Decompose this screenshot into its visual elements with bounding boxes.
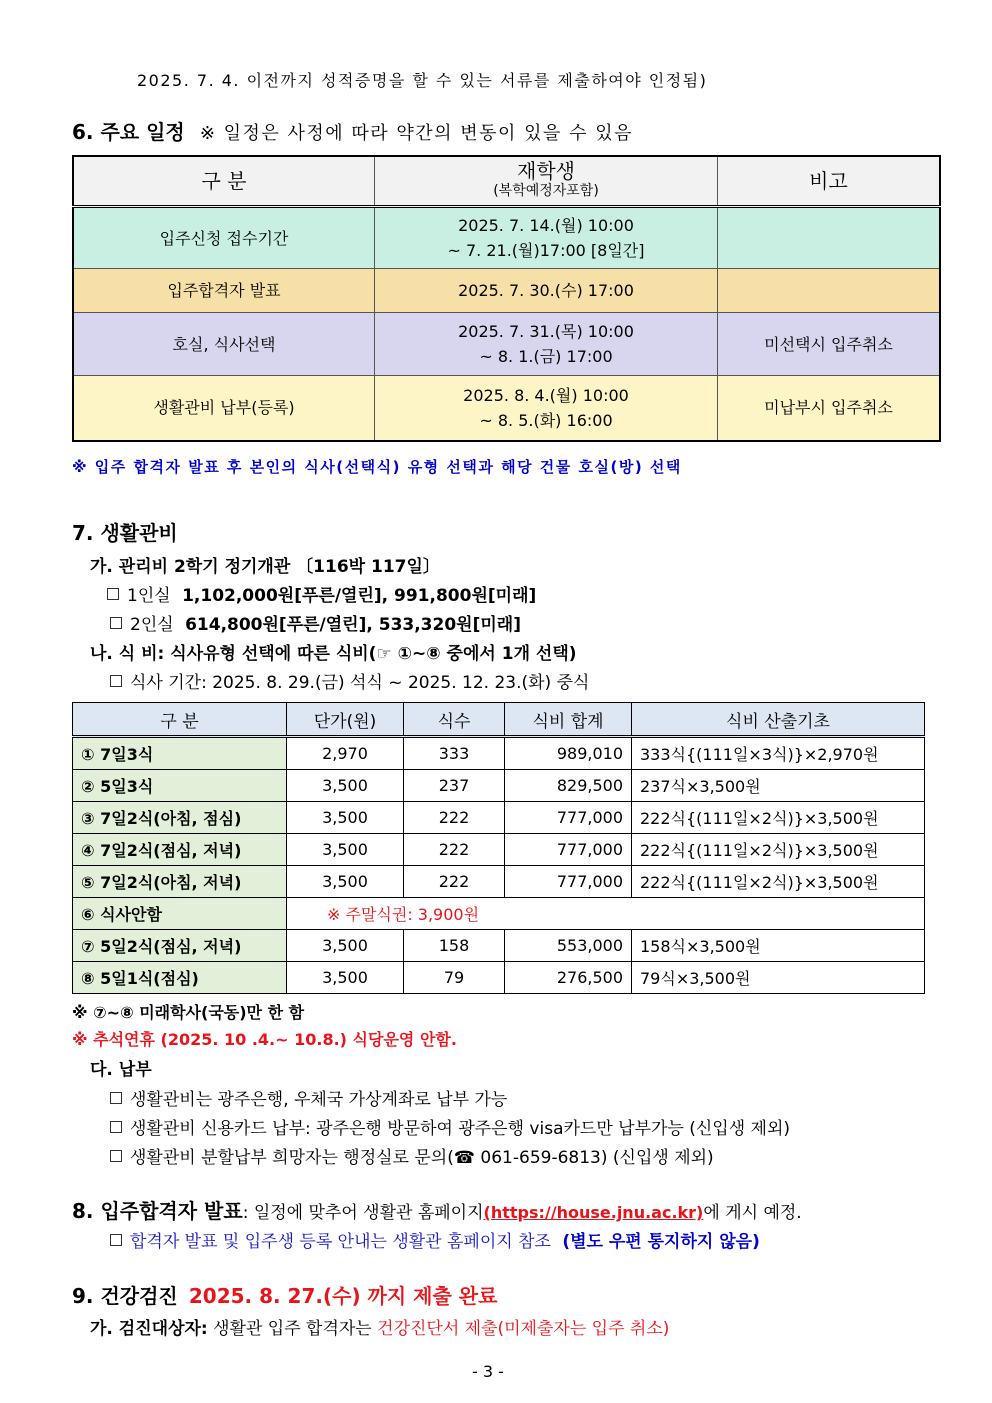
meal-price: 3,500 — [287, 962, 404, 994]
schedule-row-dates — [375, 269, 718, 313]
meal-row — [73, 834, 925, 866]
single-room-label: 1인실 — [127, 586, 171, 606]
meal-price: 3,500 — [287, 802, 404, 834]
schedule-row — [73, 313, 940, 376]
bullet-square-icon — [110, 617, 122, 629]
schedule-row-dates — [375, 313, 718, 376]
schedule-row-label: 호실, 식사선택 — [73, 313, 375, 376]
meal-total: 777,000 — [505, 866, 632, 898]
meal-header-count: 식수 — [404, 703, 505, 737]
meal-count: 222 — [404, 802, 505, 834]
meal-basis: 222식{(111일×2식)}×3,500원 — [632, 834, 925, 866]
meal-label: ⑧ 5일1식(점심) — [73, 962, 287, 994]
meal-price: 2,970 — [287, 737, 404, 770]
meal-basis: 222식{(111일×2식)}×3,500원 — [632, 802, 925, 834]
schedule-header-row — [73, 156, 940, 207]
meal-label: ② 5일3식 — [73, 770, 287, 802]
schedule-header-students — [375, 156, 718, 207]
meal-price: 3,500 — [287, 770, 404, 802]
section-7-title: 7. 생활관비 — [72, 521, 178, 545]
meal-price: 3,500 — [287, 834, 404, 866]
meal-label: ④ 7일2식(점심, 저녁) — [73, 834, 287, 866]
section-6-title: 6. 주요 일정 — [72, 120, 185, 144]
section-8-text: : 일정에 맞추어 생활관 홈페이지 — [242, 1203, 484, 1223]
meal-fee-title: 나. 식 비: 식사유형 선택에 따른 식비(☞ ①~⑧ 중에서 1개 선택) — [90, 644, 577, 664]
meal-label: ⑥ 식사안함 — [73, 898, 287, 930]
meal-price: 3,500 — [287, 866, 404, 898]
meal-count: 222 — [404, 834, 505, 866]
section-8-heading — [72, 1195, 802, 1224]
meal-total: 989,010 — [505, 737, 632, 770]
schedule-row-note — [718, 207, 941, 269]
payment-line — [110, 1114, 790, 1139]
schedule-row-note — [718, 269, 941, 313]
meal-row — [73, 930, 925, 962]
section-9-title: 9. 건강검진 — [72, 1284, 178, 1308]
schedule-row-note: 미선택시 입주취소 — [718, 313, 941, 376]
date-line-1: 2025. 8. 4.(월) 10:00 — [463, 385, 629, 405]
meal-label: ③ 7일2식(아침, 점심) — [73, 802, 287, 834]
meal-label: ① 7일3식 — [73, 737, 287, 770]
meal-header-category: 구 분 — [73, 703, 287, 737]
payment-text: 생활관비는 광주은행, 우체국 가상계좌로 납부 가능 — [130, 1090, 508, 1110]
meal-header-price: 단가(원) — [287, 703, 404, 737]
meal-row — [73, 898, 925, 930]
meal-count: 158 — [404, 930, 505, 962]
meal-price: 3,500 — [287, 930, 404, 962]
payment-text: 생활관비 신용카드 납부: 광주은행 방문하여 광주은행 visa카드만 납부가능 (신입생 제외) — [130, 1119, 791, 1139]
section-8-sub-text: 합격자 발표 및 입주생 등록 안내는 생활관 홈페이지 참조 — [130, 1232, 551, 1252]
weekend-ticket-note: ※ 주말식권: 3,900원 — [287, 898, 925, 930]
double-room-line — [110, 610, 521, 635]
meal-row — [73, 962, 925, 994]
schedule-row-note: 미납부시 입주취소 — [718, 376, 941, 441]
bullet-square-icon — [107, 588, 119, 600]
target-text: 생활관 입주 합격자는 — [213, 1319, 372, 1339]
meal-label: ⑦ 5일2식(점심, 저녁) — [73, 930, 287, 962]
double-room-fee: 614,800원[푸른/열린], 533,320원[미래] — [185, 615, 521, 635]
meal-header-total: 식비 합계 — [505, 703, 632, 737]
date-line-2: ~ 8. 1.(금) 17:00 — [479, 347, 613, 366]
meal-row — [73, 866, 925, 898]
schedule-header-students-sub: (복학예정자포함) — [493, 183, 599, 199]
meal-count: 333 — [404, 737, 505, 770]
bullet-square-icon — [110, 1234, 122, 1246]
meal-count: 222 — [404, 866, 505, 898]
date-line-1: 2025. 7. 14.(월) 10:00 — [458, 216, 634, 235]
chuseok-note: ※ 추석연휴 (2025. 10 .4.~ 10.8.) 식당운영 안함. — [72, 1030, 457, 1049]
schedule-header-students-label: 재학생 — [517, 159, 575, 183]
meal-basis: 79식×3,500원 — [632, 962, 925, 994]
section-6-heading — [72, 116, 633, 145]
meal-row — [73, 770, 925, 802]
target-requirement: 건강진단서 제출(미제출자는 입주 취소) — [377, 1319, 670, 1339]
meal-label: ⑤ 7일2식(아침, 저녁) — [73, 866, 287, 898]
meal-total: 829,500 — [505, 770, 632, 802]
meal-basis: 333식{(111일×3식)}×2,970원 — [632, 737, 925, 770]
target-label: 가. 검진대상자: — [90, 1319, 208, 1339]
bullet-square-icon — [110, 1121, 122, 1133]
meal-total: 777,000 — [505, 802, 632, 834]
homepage-link[interactable]: (https://house.jnu.ac.kr) — [483, 1203, 704, 1222]
meal-count: 237 — [404, 770, 505, 802]
single-room-line — [107, 581, 536, 606]
meal-total: 553,000 — [505, 930, 632, 962]
meal-count: 79 — [404, 962, 505, 994]
section-9-sub — [90, 1314, 669, 1339]
schedule-row — [73, 269, 940, 313]
schedule-row-label: 생활관비 납부(등록) — [73, 376, 375, 441]
schedule-row-dates — [375, 207, 718, 269]
meal-row — [73, 802, 925, 834]
date-line-1: 2025. 7. 31.(목) 10:00 — [458, 322, 634, 341]
meal-basis: 158식×3,500원 — [632, 930, 925, 962]
schedule-row — [73, 376, 940, 441]
schedule-header-category: 구 분 — [73, 156, 375, 207]
bullet-square-icon — [110, 675, 122, 687]
section-8-text-end: 에 게시 예정. — [703, 1203, 802, 1223]
section-9-heading — [72, 1280, 497, 1309]
meal-basis: 222식{(111일×2식)}×3,500원 — [632, 866, 925, 898]
date-line-2: ~ 8. 5.(화) 16:00 — [479, 410, 613, 430]
no-mail-note: (별도 우편 통지하지 않음) — [562, 1232, 760, 1252]
payment-line — [110, 1085, 507, 1110]
payment-title: 다. 납부 — [90, 1060, 152, 1080]
section-8-sub — [110, 1227, 760, 1252]
section-6-note: ※ 일정은 사정에 따라 약간의 변동이 있을 수 있음 — [199, 123, 634, 144]
page-number: - 3 - — [472, 1362, 504, 1381]
payment-text: 생활관비 분할납부 희망자는 행정실로 문의(☎ 061-659-6813) (신입생 제외) — [130, 1148, 714, 1168]
bullet-square-icon — [110, 1150, 122, 1162]
schedule-row — [73, 207, 940, 269]
meal-period-line — [110, 668, 589, 693]
meal-header-basis: 식비 산출기초 — [632, 703, 925, 737]
meal-row — [73, 737, 925, 770]
date-line-1: 2025. 7. 30.(수) 17:00 — [458, 281, 634, 300]
schedule-table — [72, 155, 941, 442]
mirae-only-note: ※ ⑦~⑧ 미래학사(국동)만 한 함 — [72, 1003, 305, 1022]
schedule-footnote: ※ 입주 합격자 발표 후 본인의 식사(선택식) 유형 선택과 해당 건물 호실(방) 선택 — [72, 458, 682, 476]
health-check-deadline: 2025. 8. 27.(수) 까지 제출 완료 — [188, 1284, 498, 1308]
meal-basis: 237식×3,500원 — [632, 770, 925, 802]
schedule-row-dates — [375, 376, 718, 441]
meal-period: 식사 기간: 2025. 8. 29.(금) 석식 ~ 2025. 12. 23.(화) 중식 — [130, 673, 590, 693]
meal-total: 276,500 — [505, 962, 632, 994]
section-8-title: 8. 입주합격자 발표 — [72, 1199, 243, 1223]
meal-total: 777,000 — [505, 834, 632, 866]
payment-line — [110, 1143, 714, 1168]
single-room-fee: 1,102,000원[푸른/열린], 991,800원[미래] — [182, 586, 537, 606]
date-line-2: ~ 7. 21.(월)17:00 [8일간] — [447, 241, 645, 260]
schedule-row-label: 입주신청 접수기간 — [73, 207, 375, 269]
double-room-label: 2인실 — [130, 615, 174, 635]
meal-fee-table — [72, 702, 925, 994]
bullet-square-icon — [110, 1092, 122, 1104]
schedule-row-label: 입주합격자 발표 — [73, 269, 375, 313]
schedule-header-remarks: 비고 — [718, 156, 941, 207]
meal-header-row — [73, 703, 925, 737]
top-note: 2025. 7. 4. 이전까지 성적증명을 할 수 있는 서류를 제출하여야 인정됨) — [137, 71, 708, 90]
mgmt-fee-title: 가. 관리비 2학기 정기개관 〔116박 117일〕 — [90, 557, 440, 577]
